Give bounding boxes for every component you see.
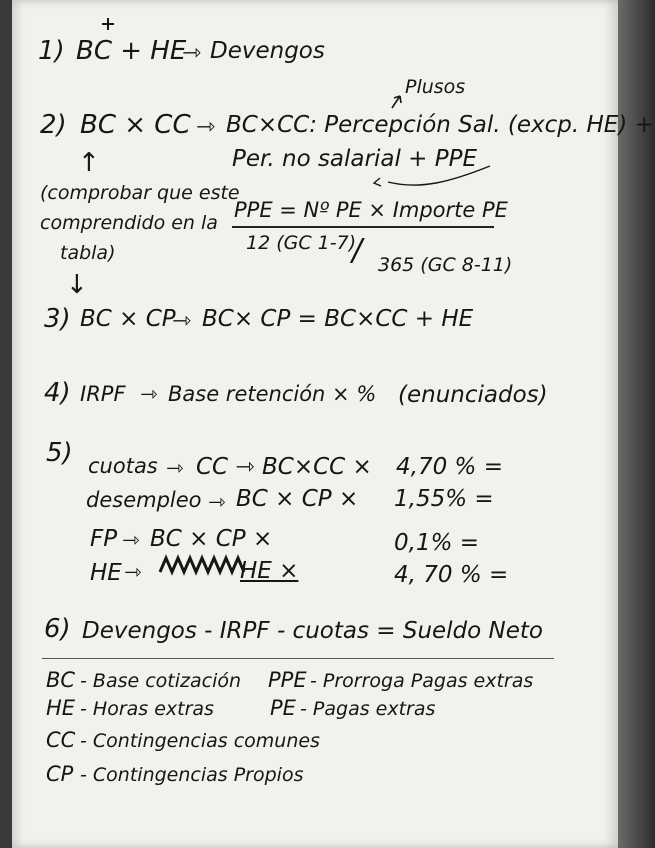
rule-2-line2: Per. no salarial + PPE (232, 146, 478, 172)
rule-2-number: 2) (40, 110, 67, 140)
rule-3-left: BC × CP (80, 306, 176, 332)
cuotas-formula: CC ⇾ BC×CC × (196, 454, 372, 480)
fp-arrow: ⇾ (122, 528, 140, 552)
he-percent: 4, 70 % = (394, 562, 509, 588)
desempleo-label: desempleo (86, 488, 202, 512)
fp-label: FP (90, 526, 118, 552)
rule-3-arrow: ⇾ (172, 308, 192, 334)
rule-3-formula: BC× CP = BC×CC + HE (202, 306, 474, 332)
desempleo-formula: BC × CP × (236, 486, 359, 512)
rule-2-comment-2: comprendido en la (40, 212, 218, 234)
crossed-out-scribble (160, 558, 244, 572)
legend-def-cp: Contingencias Propios (92, 764, 304, 786)
desempleo-percent: 1,55% = (394, 486, 494, 512)
rule-2-formula: BC×CC: Percepción Sal. (excp. HE) + (226, 112, 654, 138)
rule-4-formula: Base retención × % (168, 382, 377, 406)
rule-4-left: IRPF (80, 382, 126, 406)
legend-abbr-bc: BC (46, 668, 76, 692)
rule-2-left: BC × CC (80, 110, 191, 140)
rule-4-note: (enunciados) (398, 382, 548, 408)
legend-def-pe: Pagas extras (312, 698, 436, 720)
legend-def-cc: Contingencias comunes (92, 730, 320, 752)
legend-abbr-ppe: PPE (268, 668, 307, 692)
rule-1-result: Devengos (210, 38, 325, 64)
legend-def-ppe: Prorroga Pagas extras (322, 670, 534, 692)
fp-percent: 0,1% = (394, 530, 480, 556)
down-arrow: ↓ (66, 270, 88, 300)
curved-arrow-icon (388, 166, 490, 185)
rule-2-arrow: ⇾ (196, 114, 216, 140)
rule-2-comment-1: (comprobar que este (40, 182, 240, 204)
legend-abbr-cp: CP (46, 762, 74, 786)
legend-def-bc: Base cotización (92, 670, 242, 692)
rule-1-formula: BC + HE (76, 36, 187, 66)
plusos-note: Plusos (405, 76, 466, 98)
up-arrow: ↑ (78, 148, 100, 178)
legend-abbr-cc: CC (46, 728, 76, 752)
legend-abbr-pe: PE (270, 696, 296, 720)
rule-4-arrow: ⇾ (140, 382, 158, 406)
rule-2-comment-3: tabla) (60, 242, 116, 264)
fp-formula: BC × CP × (150, 526, 273, 552)
cuotas-arrow: ⇾ (166, 456, 184, 480)
legend-abbr-he: HE (46, 696, 76, 720)
desempleo-arrow: ⇾ (208, 490, 226, 514)
cuotas-percent: 4,70 % = (396, 454, 503, 480)
ppe-slash: / (352, 233, 363, 268)
he-formula: HE × (240, 558, 299, 584)
cuotas-label: cuotas (88, 454, 158, 478)
rule-3-number: 3) (44, 304, 71, 334)
plus-correction-icon (102, 18, 114, 30)
ppe-denominator-a: 12 (GC 1-7) (246, 232, 357, 254)
he-arrow: ⇾ (124, 560, 142, 584)
rule-6-number: 6) (44, 614, 71, 644)
legend-def-he: Horas extras (92, 698, 214, 720)
rule-1-arrow: ⇾ (182, 40, 202, 66)
plusos-arrow-icon (392, 96, 401, 108)
ppe-denominator-b: 365 (GC 8-11) (378, 254, 513, 276)
rule-5-number: 5) (46, 438, 73, 468)
rule-4-number: 4) (44, 378, 71, 408)
he-label: HE (90, 560, 122, 586)
ppe-numerator: PPE = Nº PE × Importe PE (234, 198, 508, 222)
rule-6-formula: Devengos - IRPF - cuotas = Sueldo Neto (82, 618, 543, 644)
rule-1-number: 1) (38, 36, 65, 66)
